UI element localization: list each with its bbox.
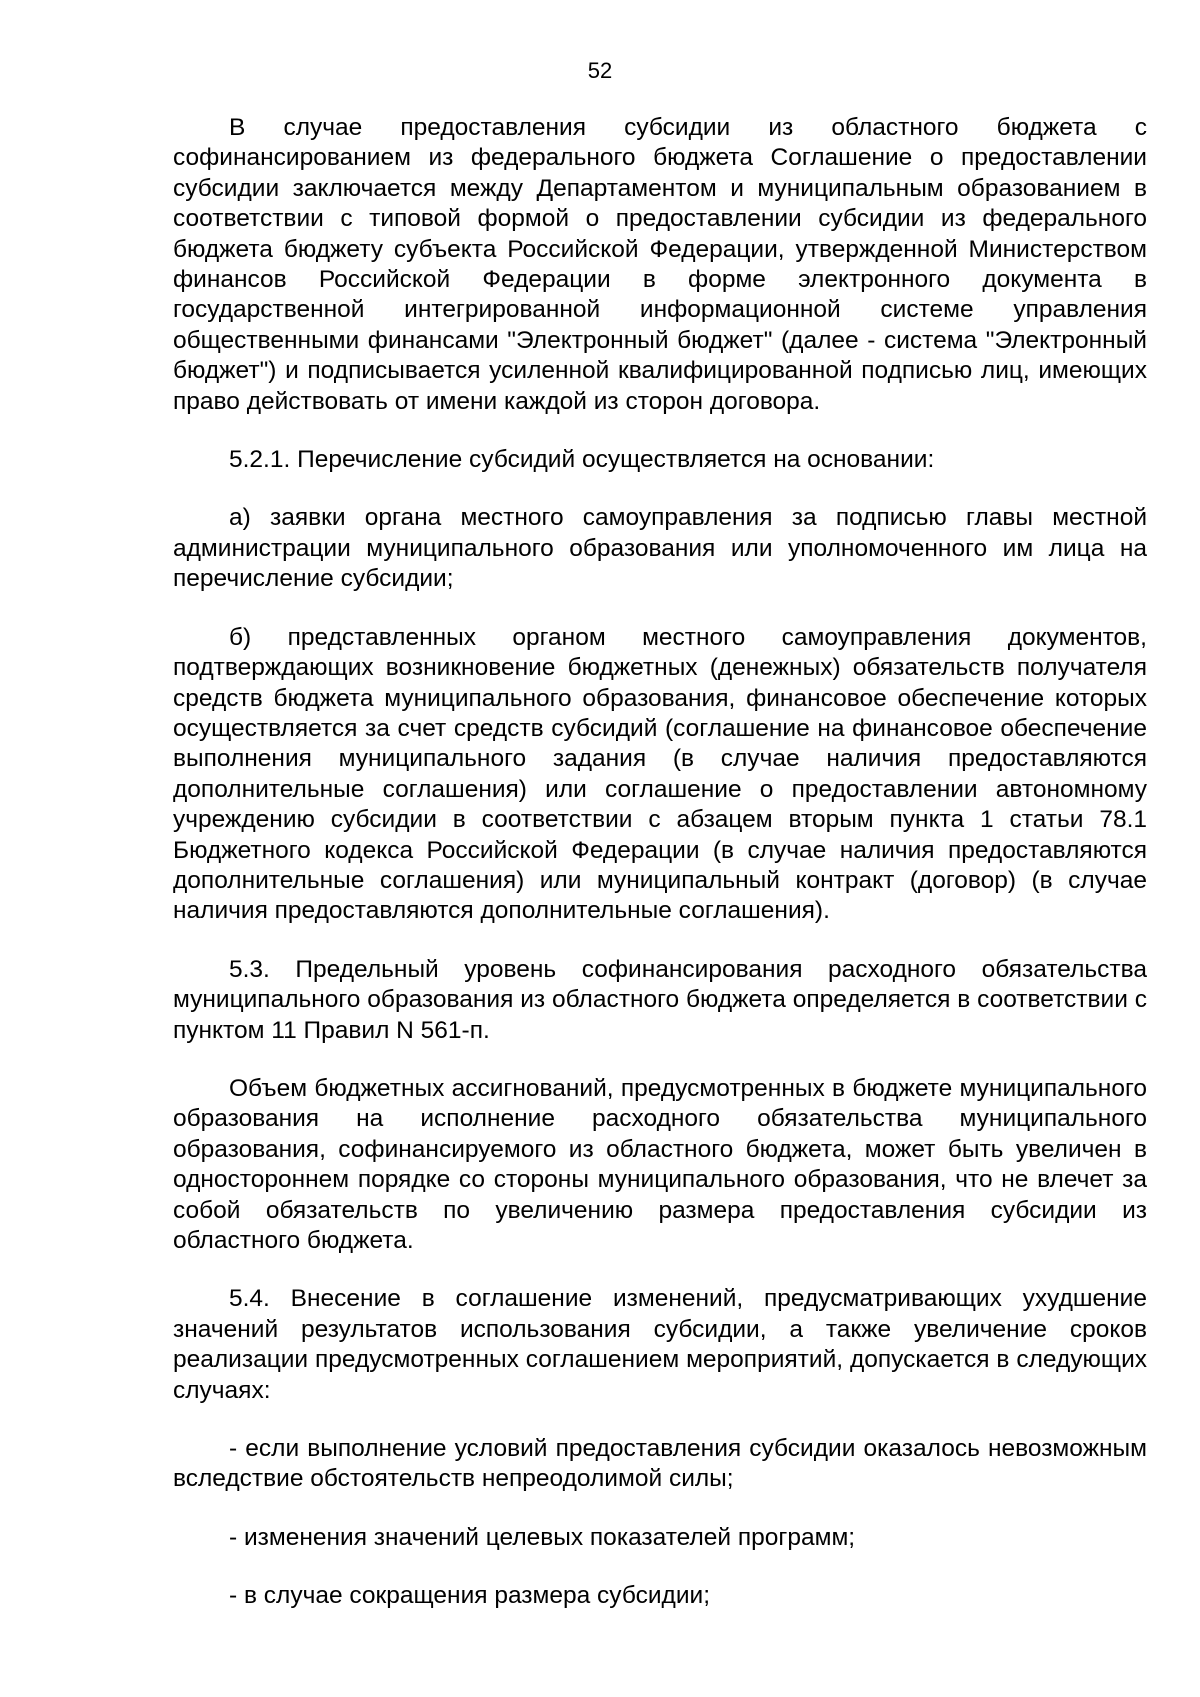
paragraph-5-3: 5.3. Предельный уровень софинансирования расходного обязательства муниципального образования из областного бюджета определяется в соответствии с пунктом 11 Правил N 561-п. (173, 955, 1147, 1044)
page-number: 52 (587, 58, 613, 83)
paragraph-cofinancing-agreement: В случае предоставления субсидии из областного бюджета с софинансированием из федерального бюджета Соглашение о предоставлении субсидии заключается между Департаментом и муниципальным образованием в соответствии с типовой формой о предоставлении субсидии из федерального бюджета бюджету субъекта Российской Федерации, утвержденной Министерством финансов Российской Федерации в форме электронного документа в государственной интегрированной информационной системе управления общественными финансами "Электронный бюджет" (далее - система "Электронный бюджет") и подписывается усиленной квалифицированной подписью лиц, имеющих право действовать от имени каждой из сторон договора. (173, 114, 1147, 415)
paragraph-item-a: а) заявки органа местного самоуправления за подписью главы местной администрации муниципального образования или уполномоченного им лица на перечисление субсидии; (173, 504, 1147, 593)
paragraph-budget-allocations: Объем бюджетных ассигнований, предусмотренных в бюджете муниципального образования на исполнение расходного обязательства муниципального образования, софинансируемого из областного бюджета, может быть увеличен в одностороннем порядке со стороны муниципального образования, что не влечет за собой обязательств по увеличению размера предоставления субсидии из областного бюджета. (173, 1074, 1147, 1254)
paragraph-5-2-1: 5.2.1. Перечисление субсидий осуществляется на основании: (229, 446, 935, 474)
paragraph-5-4: 5.4. Внесение в соглашение изменений, предусматривающих ухудшение значений результатов использования субсидии, а также увеличение сроков реализации предусмотренных соглашением мероприятий, допускается в следующих случаях: (173, 1285, 1147, 1404)
list-item-target-indicators: - изменения значений целевых показателей программ; (229, 1523, 856, 1551)
paragraph-item-b: б) представленных органом местного самоуправления документов, подтверждающих возникновение бюджетных (денежных) обязательств получателя средств бюджета муниципального образования, финансовое обеспечение которых осуществляется за счет средств субсидий (соглашение на финансовое обеспечение выполнения муниципального задания (в случае наличия предоставляются дополнительные соглашения) или соглашение о предоставлении автономному учреждению субсидии в соответствии с абзацем вторым пункта 1 статьи 78.1 Бюджетного кодекса Российской Федерации (в случае наличия предоставляются дополнительные соглашения) или муниципальный контракт (договор) (в случае наличия предоставляются дополнительные соглашения). (173, 623, 1147, 925)
document-body (173, 113, 1147, 1640)
list-item-subsidy-reduction: - в случае сокращения размера субсидии; (229, 1582, 711, 1610)
list-item-force-majeure: - если выполнение условий предоставления субсидии оказалось невозможным вследствие обстоятельств непреодолимой силы; (173, 1435, 1147, 1493)
